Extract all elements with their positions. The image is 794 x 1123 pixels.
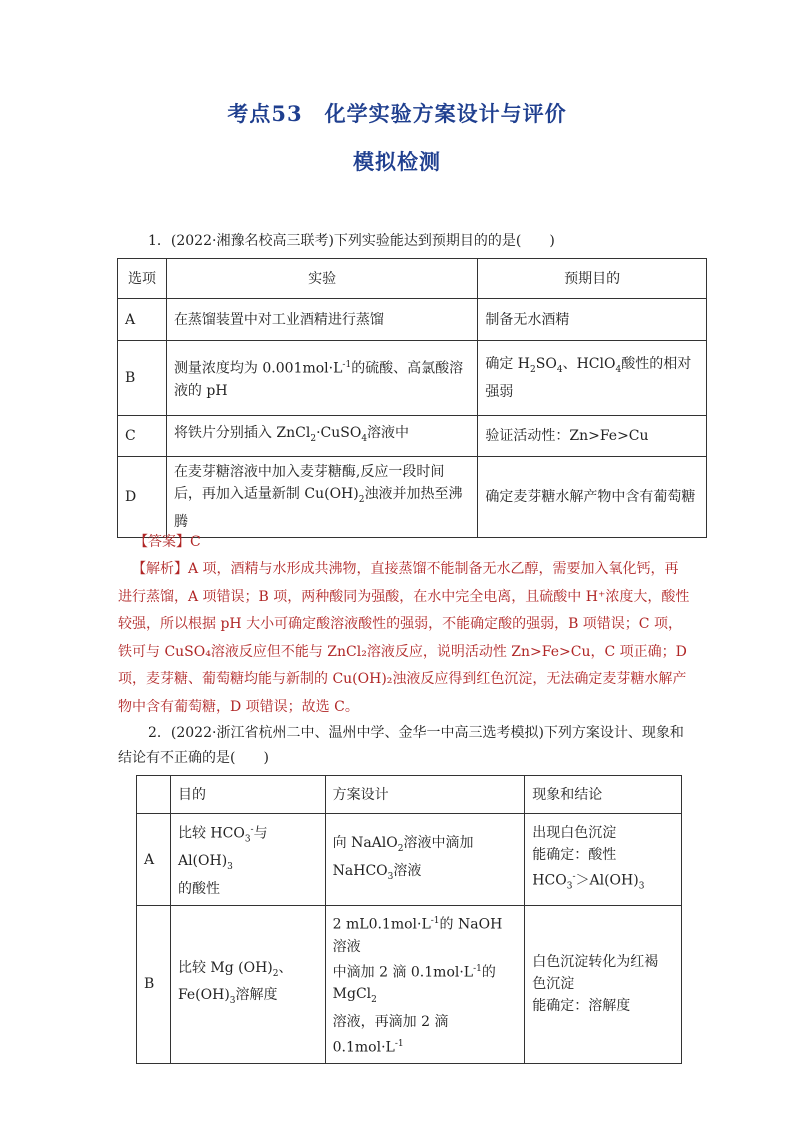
question-1-table (117, 258, 707, 538)
row-option: D (118, 457, 167, 538)
question-2-table (136, 775, 682, 1064)
header-design: 方案设计 (325, 776, 525, 814)
page-title: 考点53 化学实验方案设计与评价 (227, 101, 567, 126)
page-subtitle: 模拟检测 (353, 149, 441, 174)
explanation-text: A 项，酒精与水形成共沸物，直接蒸馏不能制备无水乙醇，需要加入氧化钙，再进行蒸馏，A 项错误；B 项，两种酸同为强酸，在水中完全电离，且硫酸中 H⁺浓度大，酸性较强，所以根据 pH 大小可确定酸溶液酸性的强弱，不能确定酸的强弱，B 项错误；C 项，铁可与 CuSO₄溶液反应但不能与 ZnCl₂溶液反应，说明活动性 Zn>Fe>Cu，C 项正确；D 项，麦芽糖、葡萄糖均能与新制的 Cu(OH)₂浊液反应得到红色沉淀，无法确定麦芽糖水解产物中含有葡萄糖，D 项错误；故选 C。 (118, 561, 690, 715)
answer-label: 【答案】 (134, 534, 190, 550)
answer-value: C (190, 534, 201, 550)
row-result: 出现白色沉淀 能确定：酸性 $HCO_3^->Al(OH)_3$ (525, 814, 682, 906)
question-2-stem-line2: 结论有不正确的是( ) (118, 750, 269, 766)
header-purpose: 目的 (170, 776, 325, 814)
header-experiment: 实验 (166, 259, 477, 299)
row-experiment: 测量浓度均为 $0.001mol\cdot L^{-1}$的硫酸、高氯酸溶液的 pH (166, 341, 477, 416)
row-option: A (118, 299, 167, 341)
row-design: 2 $mL0.1mol\cdot L^{-1}$的 NaOH 溶液 中滴加 2 滴 $0.1mol\cdot L^{-1}$的 MgCl$_2$ 溶液，再滴加 2 滴 $0.1mol\cdot L^{-1}$ (325, 906, 525, 1064)
table-row (137, 906, 682, 1064)
header-option: 选项 (118, 259, 167, 299)
explanation (118, 556, 690, 721)
row-option: B (118, 341, 167, 416)
table-row (118, 416, 707, 457)
table-header-row (137, 776, 682, 814)
row-purpose: 比较 Mg $(OH)_2$、 $Fe(OH)_3$溶解度 (170, 906, 325, 1064)
header-result: 现象和结论 (525, 776, 682, 814)
table-row (118, 457, 707, 538)
question-1-stem: 1．(2022·湘豫名校高三联考)下列实验能达到预期目的的是( ) (148, 233, 555, 249)
row-purpose: 比较 $HCO_3^-$与 $Al(OH)_3$ 的酸性 (170, 814, 325, 906)
row-goal: 验证活动性：Zn>Fe>Cu (478, 416, 707, 457)
table-row (118, 341, 707, 416)
table-row (118, 299, 707, 341)
row-goal: 确定麦芽糖水解产物中含有葡萄糖 (478, 457, 707, 538)
header-goal: 预期目的 (478, 259, 707, 299)
row-option: C (118, 416, 167, 457)
header-empty (137, 776, 171, 814)
question-2-stem-line1: 2．(2022·浙江省杭州二中、温州中学、金华一中高三选考模拟)下列方案设计、现象和 (148, 725, 684, 741)
row-result: 白色沉淀转化为红褐 色沉淀 能确定：溶解度 (525, 906, 682, 1064)
row-experiment: 将铁片分别插入 ZnCl$_2$·CuSO$_4$溶液中 (166, 416, 477, 457)
row-goal: 制备无水酒精 (478, 299, 707, 341)
row-option: A (137, 814, 171, 906)
row-option: B (137, 906, 171, 1064)
row-experiment: 在麦芽糖溶液中加入麦芽糖酶,反应一段时间后，再加入适量新制 $Cu(OH)_2$浊液并加热至沸腾 (166, 457, 477, 538)
answer-line (134, 530, 201, 554)
explanation-label: 【解析】 (132, 561, 188, 577)
row-experiment: 在蒸馏装置中对工业酒精进行蒸馏 (166, 299, 477, 341)
row-goal: 确定 $H_2SO_4$、HClO$_4$酸性的相对强弱 (478, 341, 707, 416)
table-row (137, 814, 682, 906)
row-design: 向 NaAlO$_2$溶液中滴加 NaHCO$_3$溶液 (325, 814, 525, 906)
table-header-row (118, 259, 707, 299)
